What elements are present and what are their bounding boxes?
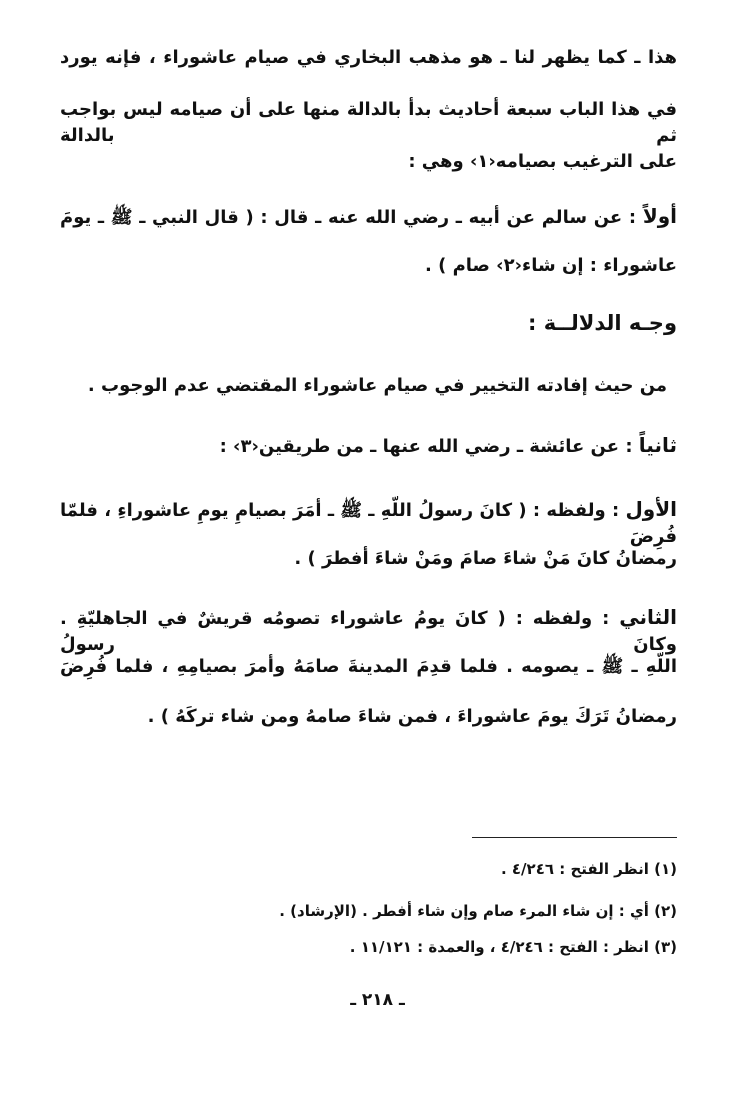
footnote-1: (١) انظر الفتح : ٤/٢٤٦ . — [500, 860, 677, 878]
thani-label: الثاني — [619, 605, 677, 629]
awwal-text: : ولفظه : ( كانَ رسولُ اللّهِ ـ ﷺ ـ أمَرَ بصيامِ يومِ عاشوراءِ ، فلمّا فُرِضَ — [60, 500, 677, 547]
intro-line-3: على الترغيب بصيامه‹١› وهي : — [408, 151, 677, 172]
thani-line-2: اللّهِ ـ ﷺ ـ يصومه . فلما قدِمَ المدينةَ صامَهُ وأمرَ بصيامِهِ ، فلما فُرِضَ — [60, 656, 677, 677]
awwal-label: الأول — [625, 497, 677, 521]
footnote-2: (٢) أي : إن شاء المرء صام وإن شاء أفطر . (الإرشاد) . — [279, 902, 677, 920]
footnote-divider — [472, 837, 677, 838]
footnote-3: (٣) انظر : الفتح : ٤/٢٤٦ ، والعمدة : ١١/١٢١ . — [349, 938, 677, 956]
wajh-heading: وجـه الدلالــة : — [528, 311, 677, 335]
thani-line-3: رمضانُ تَرَكَ يومَ عاشوراءَ ، فمن شاءَ صامهُ ومن شاء تركَهُ ) . — [147, 706, 677, 727]
awwal-line-2: رمضانُ كانَ مَنْ شاءَ صامَ ومَنْ شاءَ أفطرَ ) . — [294, 548, 677, 569]
thani-line-1 — [60, 604, 677, 658]
intro-line-2: في هذا الباب سبعة أحاديث بدأ بالدالة منها على أن صيامه ليس بواجب ثم بالدالة — [60, 99, 677, 146]
first-text: : عن سالم عن أبيه ـ رضي الله عنه ـ قال : ( قال النبي ـ ﷺ ـ يومَ — [60, 207, 637, 228]
first-hadith-line-2: عاشوراء : إن شاء‹٢› صام ) . — [424, 255, 677, 276]
awwal-line-1 — [60, 496, 677, 550]
second-text: : عن عائشة ـ رضي الله عنها ـ من طريقين‹٣› : — [219, 436, 633, 457]
second-hadith-line — [60, 432, 677, 460]
second-label: ثانياً — [638, 433, 677, 457]
first-label: أولاً — [642, 204, 677, 228]
page-number: ـ ٢١٨ ـ — [350, 990, 405, 1010]
wajh-text: من حيث إفادته التخيير في صيام عاشوراء المقتضي عدم الوجوب . — [87, 375, 668, 396]
intro-line-1: هذا ـ كما يظهر لنا ـ هو مذهب البخاري في صيام عاشوراء ، فإنه يورد — [60, 47, 677, 68]
first-hadith-line-1 — [60, 203, 677, 231]
thani-text: : ولفظه : ( كانَ يومُ عاشوراء تصومُه قريشٌ في الجاهليّةِ . وكانَ رسولُ — [60, 608, 677, 655]
